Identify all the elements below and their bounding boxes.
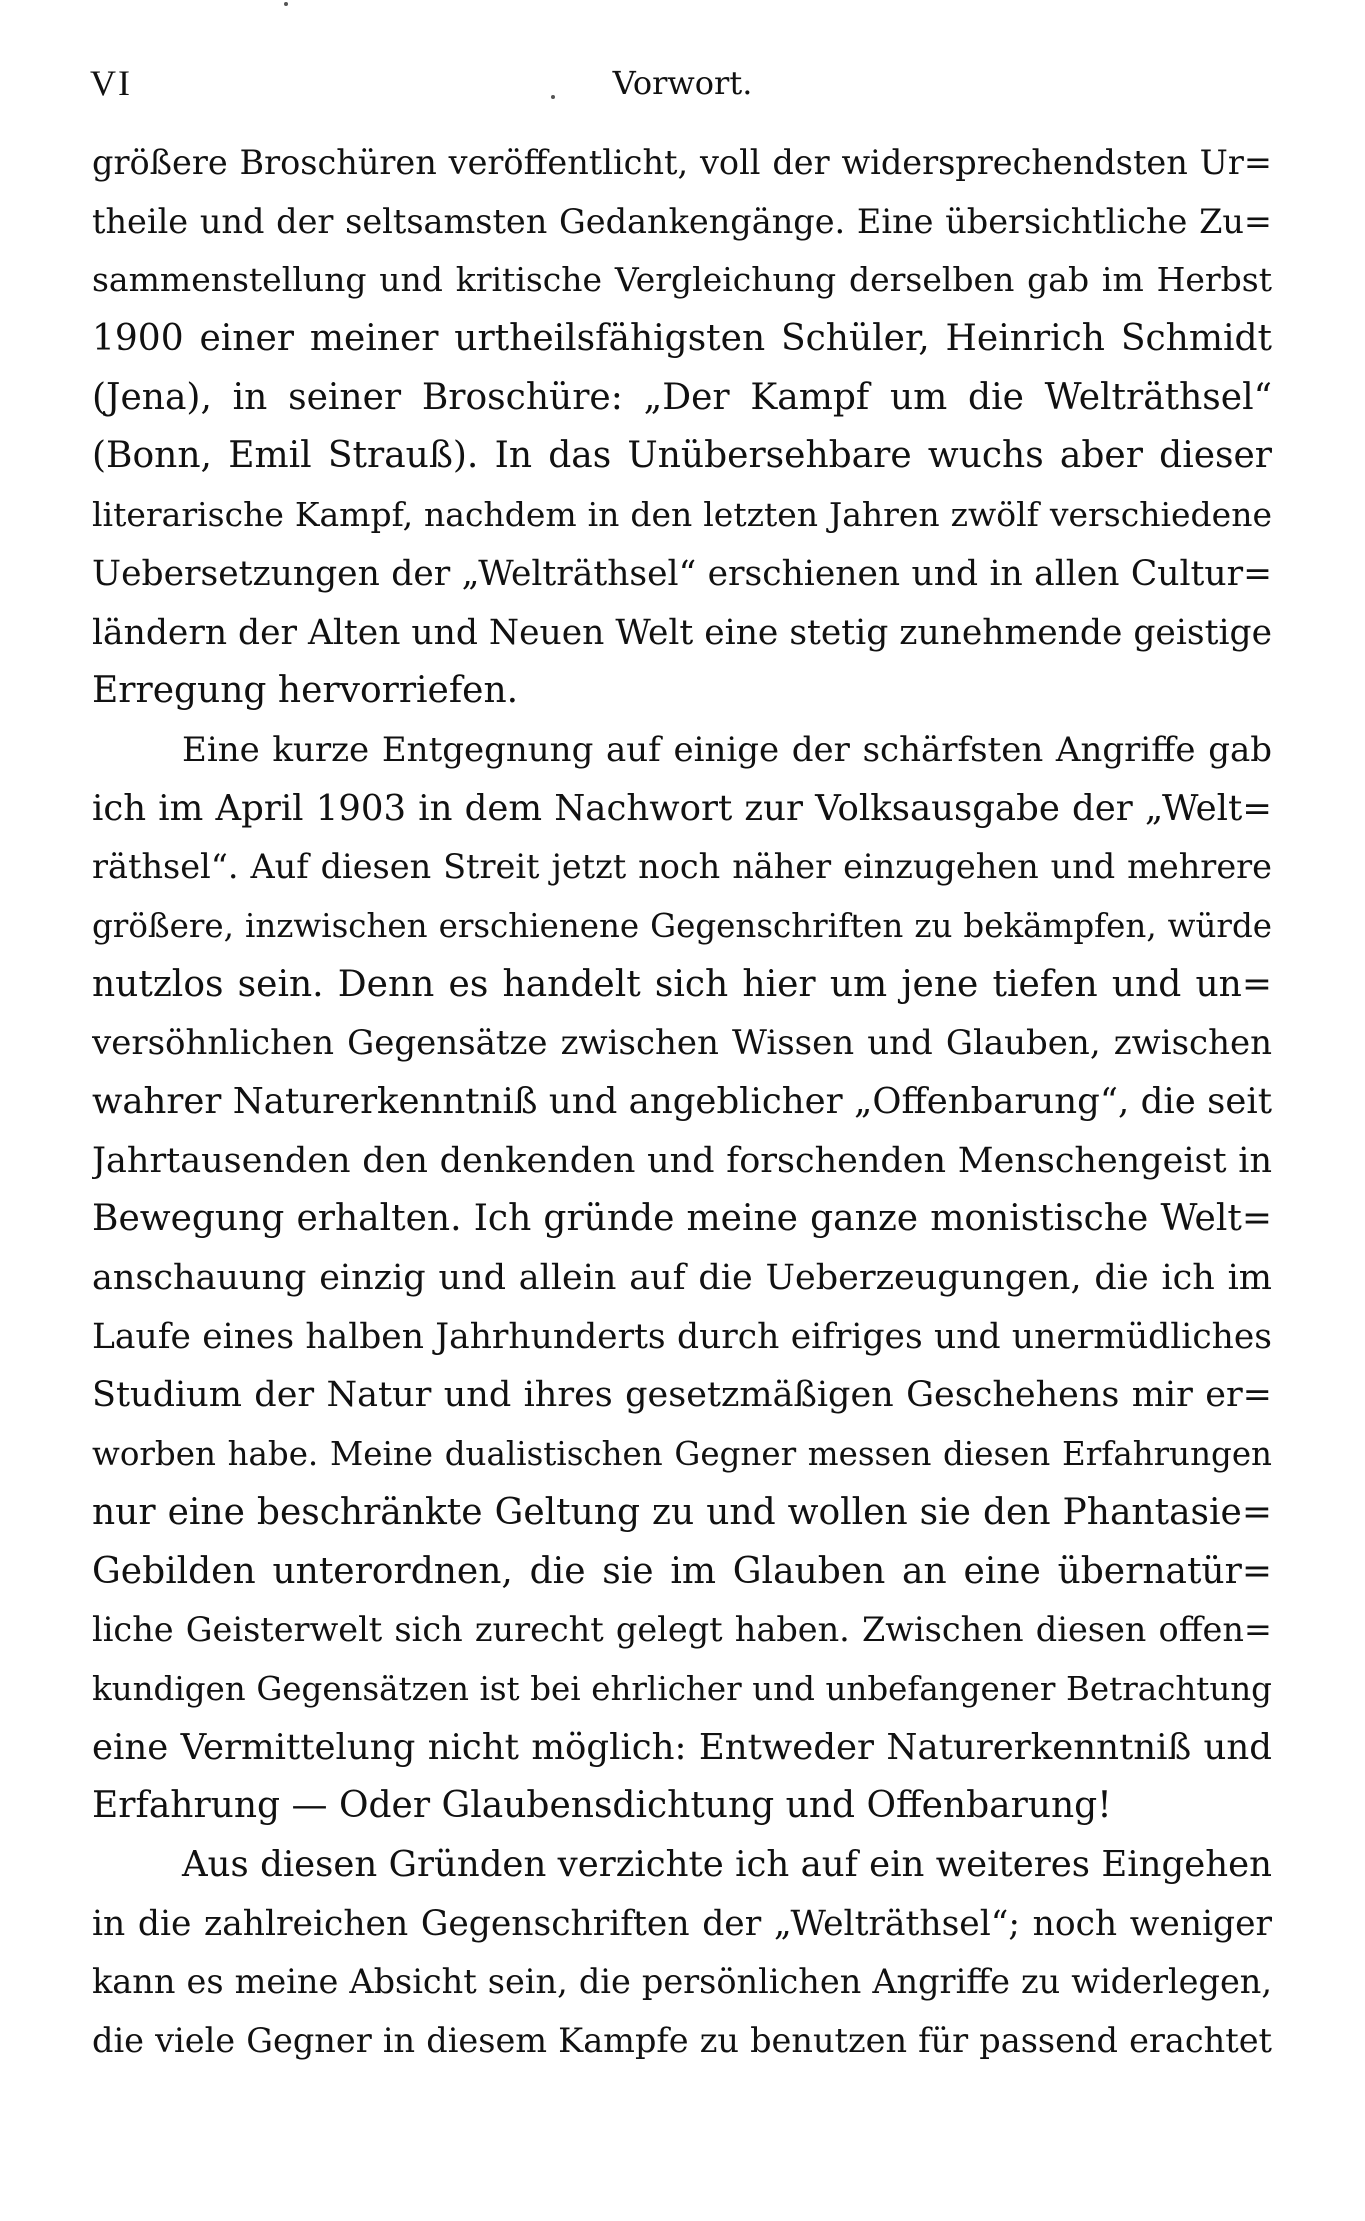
text-line: ich im April 1903 in dem Nachwort zur Volksausgabe der „Welt= (92, 787, 1272, 829)
text-line: kann es meine Absicht sein, die persönlichen Angriffe zu widerlegen, (92, 1962, 1272, 2002)
text-line: (Jena), in seiner Broschüre: „Der Kampf um die Welträthsel“ (92, 376, 1272, 418)
text-line: Bewegung erhalten. Ich gründe meine ganze monistische Welt= (92, 1198, 1272, 1240)
text-line: versöhnlichen Gegensätze zwischen Wissen und Glauben, zwischen (92, 1023, 1272, 1064)
text-line: kundigen Gegensätzen ist bei ehrlicher und unbefangener Betrachtung (92, 1669, 1272, 1708)
text-line: Aus diesen Gründen verzichte ich auf ein weiteres Eingehen (182, 1843, 1272, 1885)
paragraph (92, 1836, 1272, 2071)
paragraph (92, 134, 1272, 721)
text-line: Laufe eines halben Jahrhunderts durch eifriges und unermüdliches (92, 1316, 1272, 1357)
text-line: anschauung einzig und allein auf die Ueberzeugungen, die ich im (92, 1258, 1272, 1299)
text-line: größere Broschüren veröffentlicht, voll der widersprechendsten Ur= (92, 143, 1272, 182)
text-line: Erfahrung — Oder Glaubensdichtung und Offenbarung! (92, 1785, 1112, 1827)
text-line: nur eine beschränkte Geltung zu und wollen sie den Phantasie= (92, 1491, 1272, 1533)
text-line: Studium der Natur und ihres gesetzmäßigen Geschehens mir er= (92, 1375, 1272, 1416)
text-line: die viele Gegner in diesem Kampfe zu benutzen für passend erachtet (92, 2021, 1272, 2060)
text-line: Jahrtausenden den denkenden und forschenden Menschengeist in (92, 1140, 1272, 1181)
running-title: Vorwort. (612, 64, 753, 102)
text-line: literarische Kampf, nachdem in den letzten Jahren zwölf verschiedene (92, 495, 1272, 535)
text-line: größere, inzwischen erschienene Gegenschriften zu bekämpfen, würde (92, 906, 1272, 945)
text-line: theile und der seltsamsten Gedankengänge. Eine übersichtliche Zu= (92, 201, 1272, 241)
text-line: liche Geisterwelt sich zurecht gelegt haben. Zwischen diesen offen= (92, 1610, 1272, 1650)
text-line: (Bonn, Emil Strauß). In das Unübersehbare wuchs aber dieser (92, 435, 1272, 477)
text-line: räthsel“. Auf diesen Streit jetzt noch näher einzugehen und mehrere (92, 847, 1272, 887)
text-line: in die zahlreichen Gegenschriften der „Welträthsel“; noch weniger (92, 1903, 1272, 1944)
print-speck (284, 2, 288, 6)
text-line: nutzlos sein. Denn es handelt sich hier um jene tiefen und un= (92, 963, 1272, 1005)
text-line: wahrer Naturerkenntniß und angeblicher „Offenbarung“, die seit (92, 1081, 1272, 1122)
text-line: sammenstellung und kritische Vergleichung derselben gab im Herbst (92, 260, 1272, 300)
text-line: Eine kurze Entgegnung auf einige der schärfsten Angriffe gab (182, 729, 1272, 770)
print-speck (551, 95, 555, 99)
text-line: Uebersetzungen der „Welträthsel“ erschienen und in allen Cultur= (92, 553, 1272, 594)
text-line: 1900 einer meiner urtheilsfähigsten Schüler, Heinrich Schmidt (92, 318, 1272, 360)
body-text (92, 134, 1272, 2071)
running-head (90, 62, 1275, 112)
text-line: worben habe. Meine dualistischen Gegner messen diesen Erfahrungen (92, 1435, 1272, 1474)
paragraph (92, 721, 1272, 1836)
text-line: eine Vermittelung nicht möglich: Entweder Naturerkenntniß und (92, 1726, 1272, 1768)
text-line: Erregung hervorriefen. (92, 670, 519, 712)
page-number: VI (90, 63, 132, 103)
text-line: ländern der Alten und Neuen Welt eine stetig zunehmende geistige (92, 612, 1272, 653)
text-line: Gebilden unterordnen, die sie im Glauben an eine übernatür= (92, 1550, 1272, 1592)
